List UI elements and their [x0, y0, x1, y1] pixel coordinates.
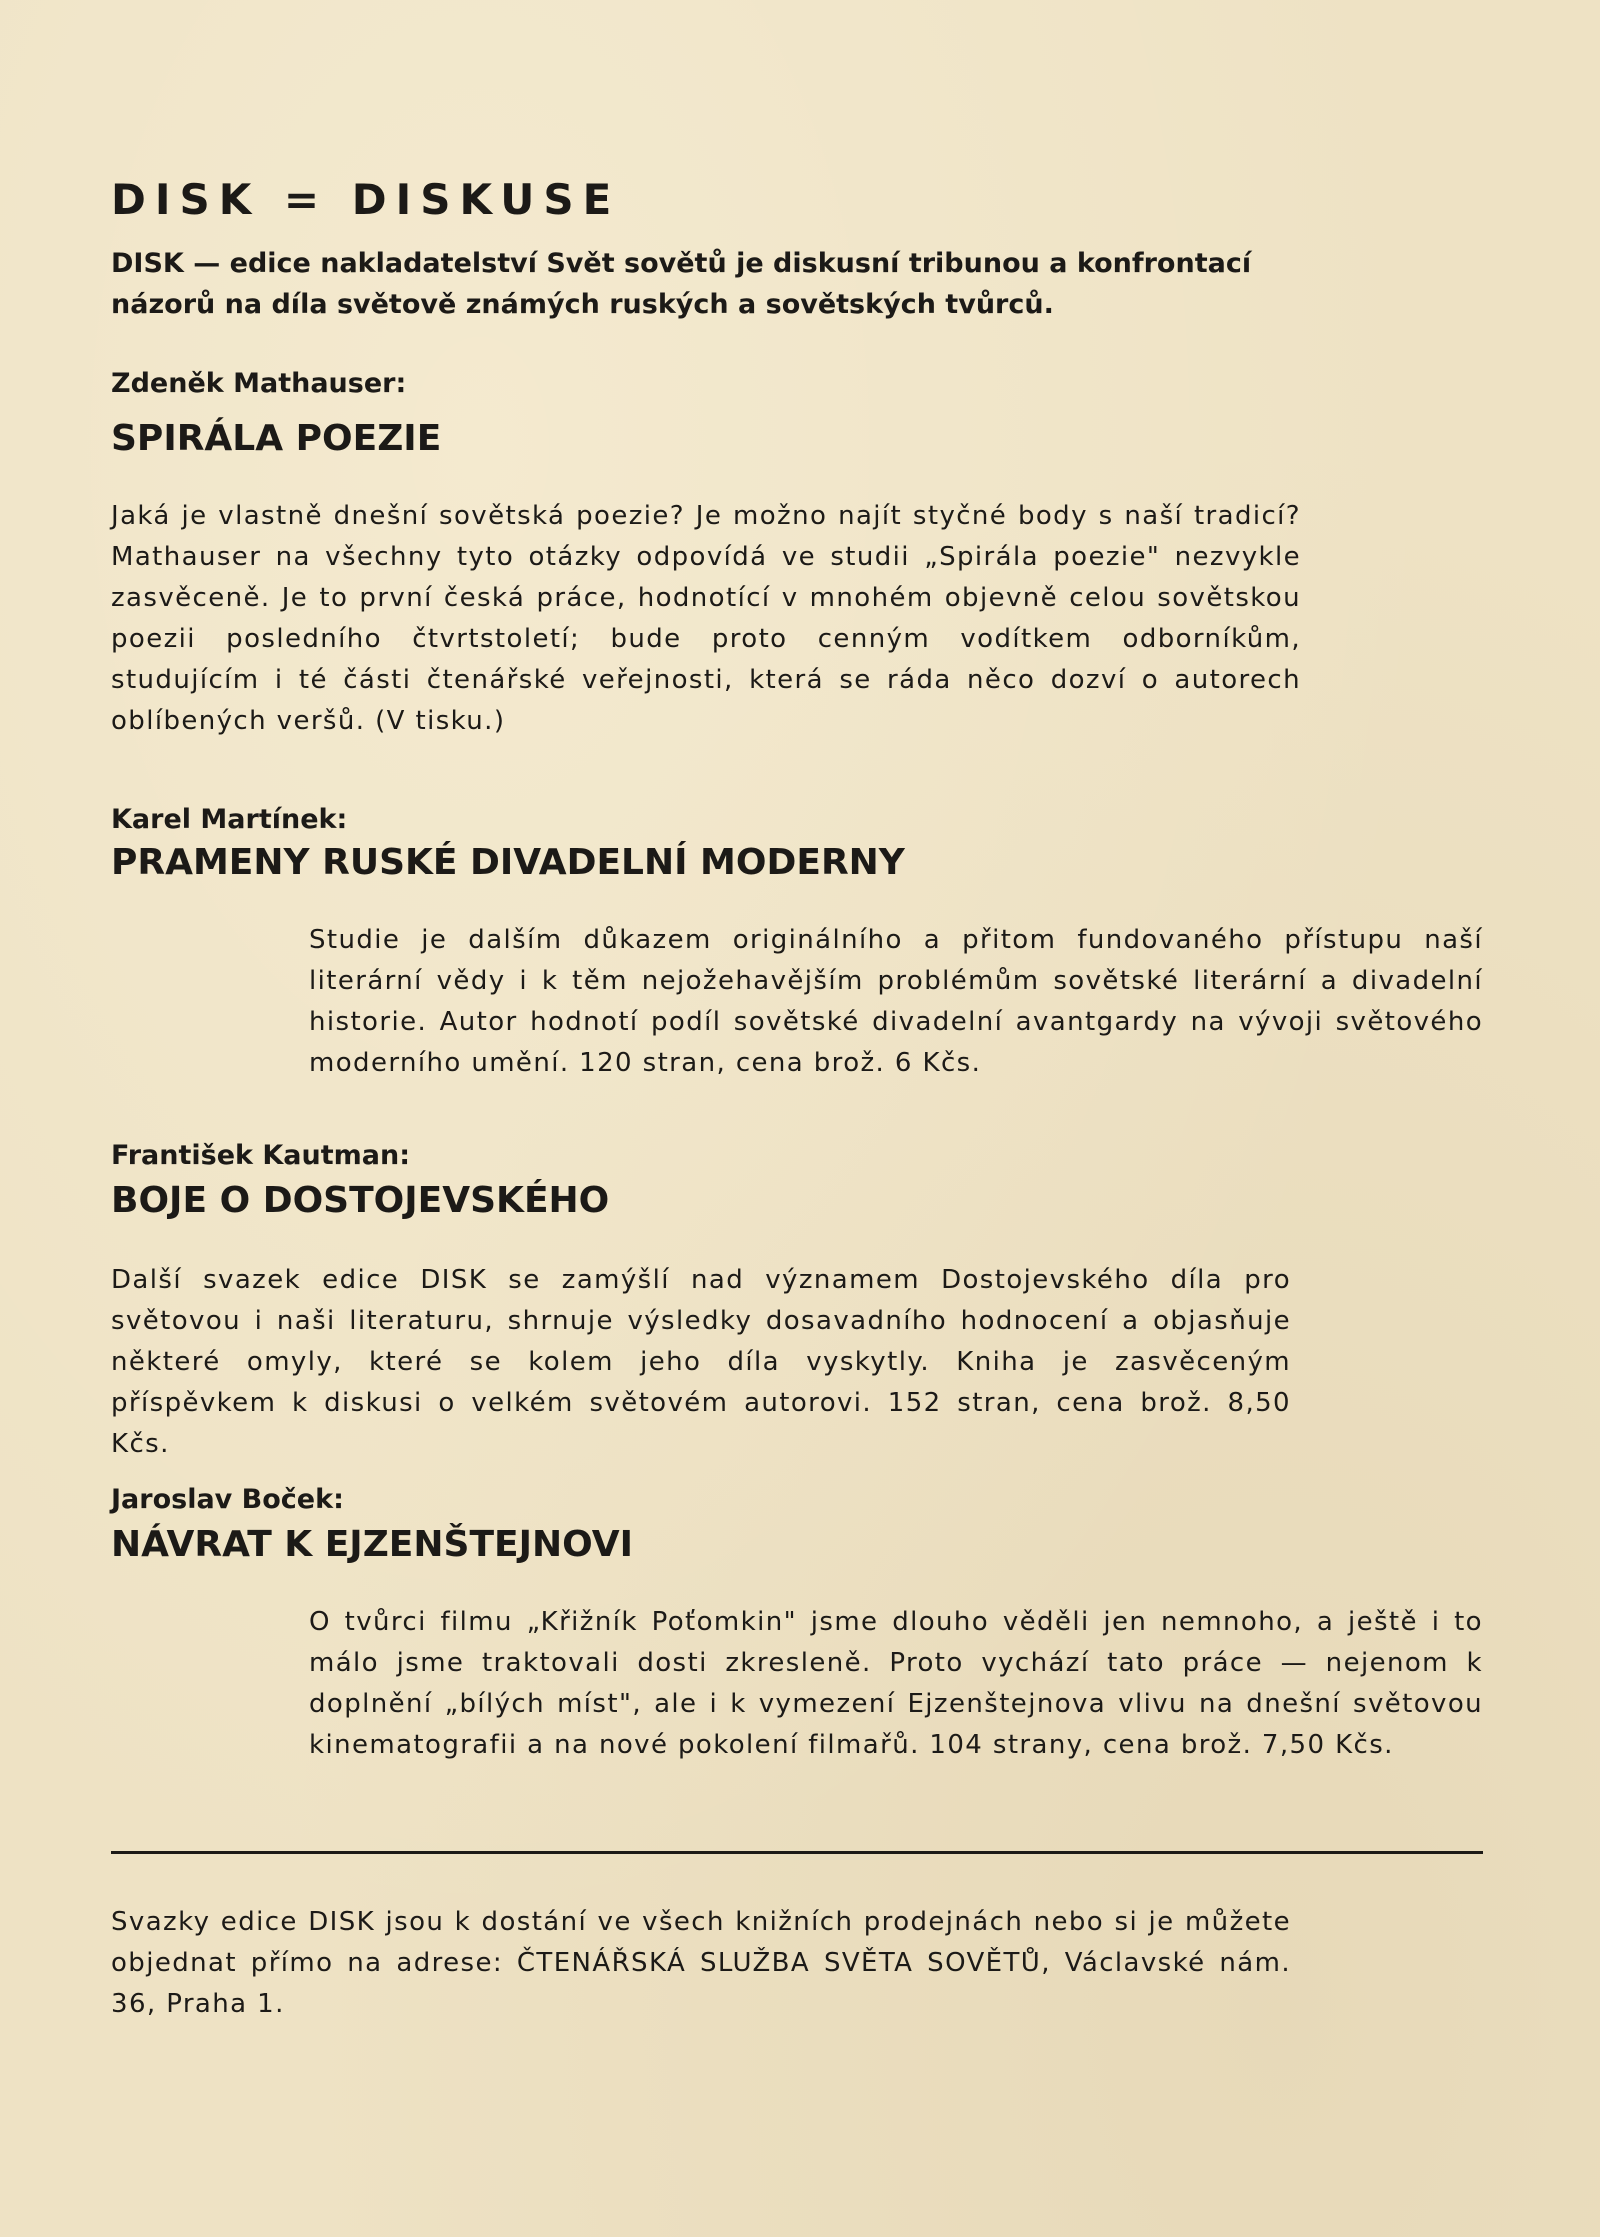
intro-paragraph: DISK — edice nakladatelství Svět sovětů je diskusní tribunou a konfrontací názorů na díla světově známých ruských a sovětských tvůrců.: [111, 248, 1252, 320]
entry-title-navrat-k-ejzenstejnovi: NÁVRAT K EJZENŠTEJNOVI: [111, 1524, 634, 1565]
entry-title-spirala-poezie: SPIRÁLA POEZIE: [111, 418, 442, 459]
footer-note: Svazky edice DISK jsou k dostání ve všech knižních prodejnách nebo si je můžete objednat přímo na adrese: ČTENÁŘSKÁ SLUŽBA SVĚTA SOVĚTŮ, Václavské nám. 36, Praha 1.: [111, 1907, 1291, 2019]
entry-description-boje: Další svazek edice DISK se zamýšlí nad významem Dostojevského díla pro světovou i naši literaturu, shrnuje výsledky dosavadního hodnocení a objasňuje některé omyly, které se kolem jeho díla vyskytly. Kniha je zasvěceným příspěvkem k diskusi o velkém světovém autorovi. 152 stran, cena brož. 8,50 Kčs.: [111, 1265, 1291, 1459]
page-title: DISK = DISKUSE: [111, 175, 621, 224]
entry-title-boje-o-dostojevskeho: BOJE O DOSTOJEVSKÉHO: [111, 1180, 610, 1221]
entry-description-spirala-poezie: Jaká je vlastně dnešní sovětská poezie? Je možno najít styčné body s naší tradicí? Mathauser na všechny tyto otázky odpovídá ve studii „Spirála poezie" nezvykle zasvěceně. Je to první česká práce, hodnotící v mnohém objevně celou sovětskou poezii posledního čtvrtstoletí; bude proto cenným vodítkem odborníkům, studujícím i té části čtenářské veřejnosti, která se ráda něco dozví o autorech oblíbených veršů. (V tisku.): [111, 501, 1301, 736]
entry-description-prameny: Studie je dalším důkazem originálního a přitom fundovaného přístupu naší literární vědy i k těm nejožehavějším problémům sovětské literární a divadelní historie. Autor hodnotí podíl sovětské divadelní avantgardy na vývoji světového moderního umění. 120 stran, cena brož. 6 Kčs.: [309, 925, 1483, 1078]
entry-description-navrat: O tvůrci filmu „Křižník Poťomkin" jsme dlouho věděli jen nemnoho, a ještě i to málo jsme traktovali dosti zkresleně. Proto vychází tato práce — nejenom k doplnění „bílých míst", ale i k vymezení Ejzenštejnova vlivu na dnešní světovou kinematografii a na nové pokolení filmařů. 104 strany, cena brož. 7,50 Kčs.: [309, 1607, 1483, 1760]
entry-author-bocek: Jaroslav Boček:: [111, 1484, 344, 1515]
entry-title-prameny: PRAMENY RUSKÉ DIVADELNÍ MODERNY: [111, 842, 905, 883]
entry-author-kautman: František Kautman:: [111, 1140, 411, 1171]
entry-author-martinek: Karel Martínek:: [111, 804, 348, 835]
divider: [111, 1851, 1483, 1854]
entry-author-mathauser: Zdeněk Mathauser:: [111, 368, 407, 399]
